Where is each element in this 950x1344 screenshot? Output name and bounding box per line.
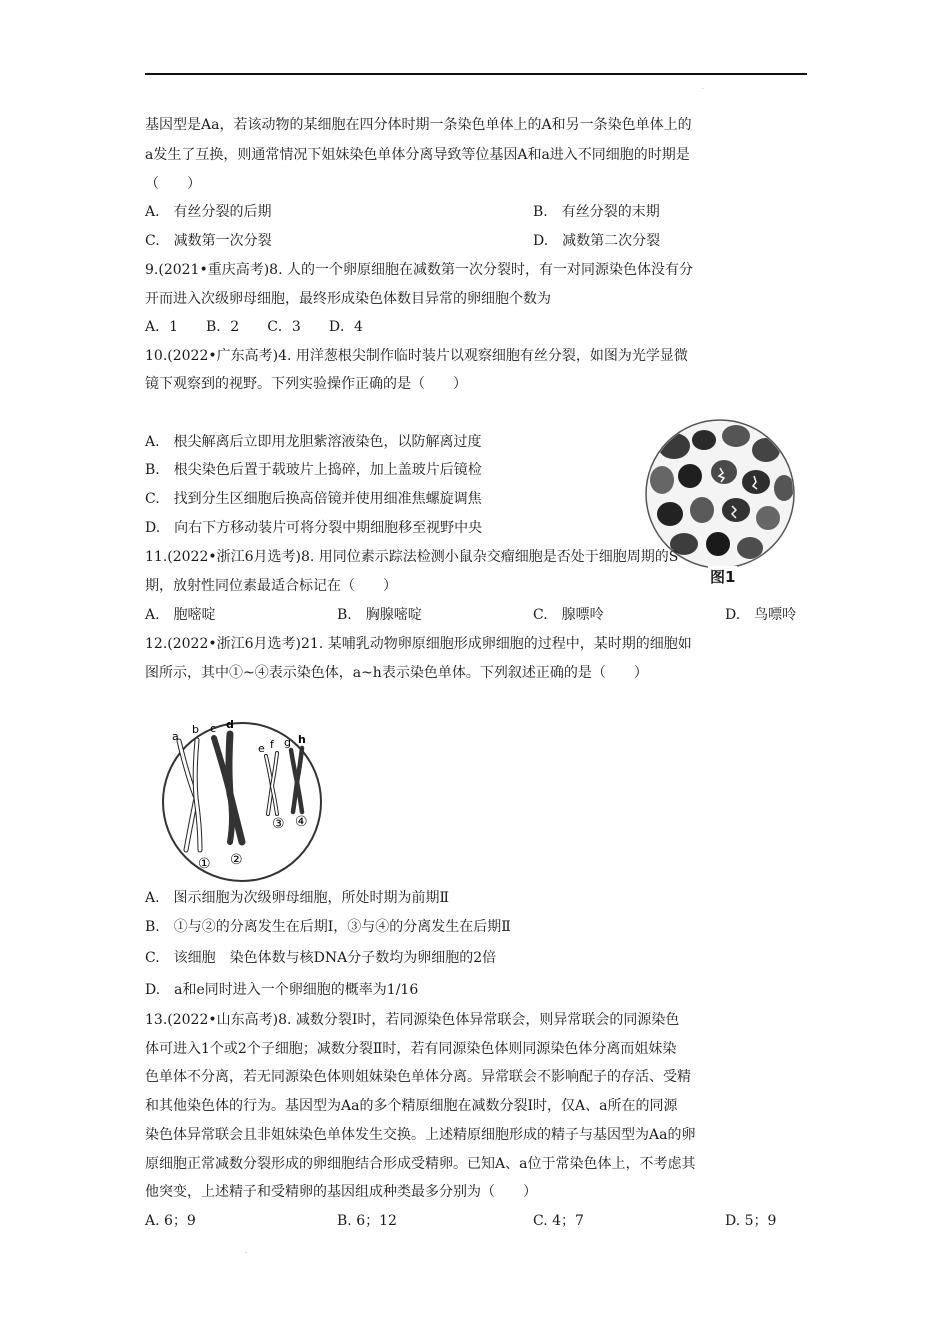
q9-line-1: 9.(2021•重庆高考)8. 人的一个卵原细胞在减数第一次分裂时，有一对同源染色体没有分: [145, 262, 693, 278]
q11-option-a[interactable]: A. 胞嘧啶: [145, 607, 216, 623]
q12-option-c[interactable]: C. 该细胞 染色体数与核DNA分子数均为卵细胞的2倍: [145, 950, 497, 966]
q10-option-c[interactable]: C. 找到分生区细胞后换高倍镜并使用细准焦螺旋调焦: [145, 491, 482, 507]
q13-line-5: 染色体异常联会且非姐妹染色单体发生交换。上述精原细胞形成的精子与基因型为Aa的卵: [145, 1127, 696, 1143]
label-a: a: [172, 730, 179, 743]
q10-option-b[interactable]: B. 根尖染色后置于载玻片上捣碎，加上盖玻片后镜检: [145, 462, 482, 478]
q10-option-a[interactable]: A. 根尖解离后立即用龙胆紫溶液染色，以防解离过度: [145, 434, 482, 450]
q12-option-b[interactable]: B. ①与②的分离发生在后期Ⅰ，③与④的分离发生在后期Ⅱ: [145, 919, 511, 935]
q12-line-2: 图所示，其中①~④表示染色体，a~h表示染色单体。下列叙述正确的是（ ）: [145, 665, 648, 681]
q8-line-2: a发生了互换，则通常情况下姐妹染色单体分离导致等位基因A和a进入不同细胞的时期是: [145, 147, 690, 163]
q11-line-1: 11.(2022•浙江6月选考)8. 用同位素示踪法检测小鼠杂交瘤细胞是否处于细胞周期的S: [145, 549, 679, 565]
q11-option-b[interactable]: B. 胸腺嘧啶: [337, 607, 422, 623]
q11-option-d[interactable]: D. 鸟嘌呤: [725, 607, 797, 623]
q10-option-d[interactable]: D. 向右下方移动装片可将分裂中期细胞移至视野中央: [145, 520, 483, 536]
q8-line-3: （ ）: [145, 176, 201, 192]
q12-option-a[interactable]: A. 图示细胞为次级卵母细胞，所处时期为前期Ⅱ: [145, 890, 450, 906]
label-f: f: [270, 738, 274, 751]
label-c: c: [210, 722, 217, 735]
q13-line-1: 13.(2022•山东高考)8. 减数分裂Ⅰ时，若同源染色体异常联会，则异常联会的同源染色: [145, 1012, 680, 1028]
label-3: ③: [272, 816, 285, 832]
q8-option-a[interactable]: A. 有丝分裂的后期: [145, 204, 272, 220]
q8-option-b[interactable]: B. 有丝分裂的末期: [533, 204, 660, 220]
q11-line-2: 期，放射性同位素最适合标记在（ ）: [145, 578, 397, 594]
label-1: ①: [198, 856, 211, 872]
q8-option-c[interactable]: C. 减数第一次分裂: [145, 233, 272, 249]
header-rule: [145, 73, 807, 75]
q9-options[interactable]: A．1 B．2 C．3 D．4: [145, 319, 363, 335]
q13-line-3: 色单体不分离，若无同源染色体则姐妹染色单体分离。异常联会不影响配子的存活、受精: [145, 1069, 691, 1085]
q13-line-6: 原细胞正常减数分裂形成的卵细胞结合形成受精卵。已知A、a位于常染色体上，不考虑其: [145, 1156, 696, 1172]
q12-option-d[interactable]: D. a和e同时进入一个卵细胞的概率为1/16: [145, 982, 419, 998]
q10-line-1: 10.(2022•广东高考)4. 用洋葱根尖制作临时装片以观察细胞有丝分裂，如图为光学显微: [145, 348, 688, 364]
q9-line-2: 开而进入次级卵母细胞，最终形成染色体数目异常的卵细胞个数为: [145, 291, 551, 307]
figure-1-caption: 图1: [710, 568, 736, 586]
q12-line-1: 12.(2022•浙江6月选考)21. 某哺乳动物卵原细胞形成卵细胞的过程中，某时期的细胞如: [145, 636, 692, 652]
label-4: ④: [295, 814, 308, 830]
label-2: ②: [230, 852, 243, 868]
q13-option-c[interactable]: C. 4；7: [533, 1213, 584, 1229]
chromosome-diagram: [150, 718, 335, 883]
speck-top: .: [702, 84, 704, 91]
speck-bottom: .: [245, 1248, 247, 1255]
q13-line-2: 体可进入1个或2个子细胞；减数分裂Ⅱ时，若有同源染色体则同源染色体分离而姐妹染: [145, 1041, 677, 1057]
q10-line-2: 镜下观察到的视野。下列实验操作正确的是（ ）: [145, 376, 467, 392]
q13-option-a[interactable]: A. 6；9: [145, 1213, 196, 1229]
label-g: g: [284, 736, 291, 749]
label-b: b: [192, 723, 199, 736]
q13-option-b[interactable]: B. 6；12: [337, 1213, 397, 1229]
label-h: h: [298, 733, 306, 746]
q13-line-4: 和其他染色体的行为。基因型为Aa的多个精原细胞在减数分裂Ⅰ时，仅A、a所在的同源: [145, 1098, 678, 1114]
q11-option-c[interactable]: C. 腺嘌呤: [533, 607, 604, 623]
q8-option-d[interactable]: D. 减数第二次分裂: [533, 233, 661, 249]
label-e: e: [258, 742, 265, 755]
label-d: d: [226, 718, 234, 731]
q13-line-7: 他突变，上述精子和受精卵的基因组成种类最多分别为（ ）: [145, 1184, 537, 1200]
q8-line-1: 基因型是Aa，若该动物的某细胞在四分体时期一条染色单体上的A和另一条染色单体上的: [145, 117, 692, 133]
q13-option-d[interactable]: D. 5；9: [725, 1213, 777, 1229]
